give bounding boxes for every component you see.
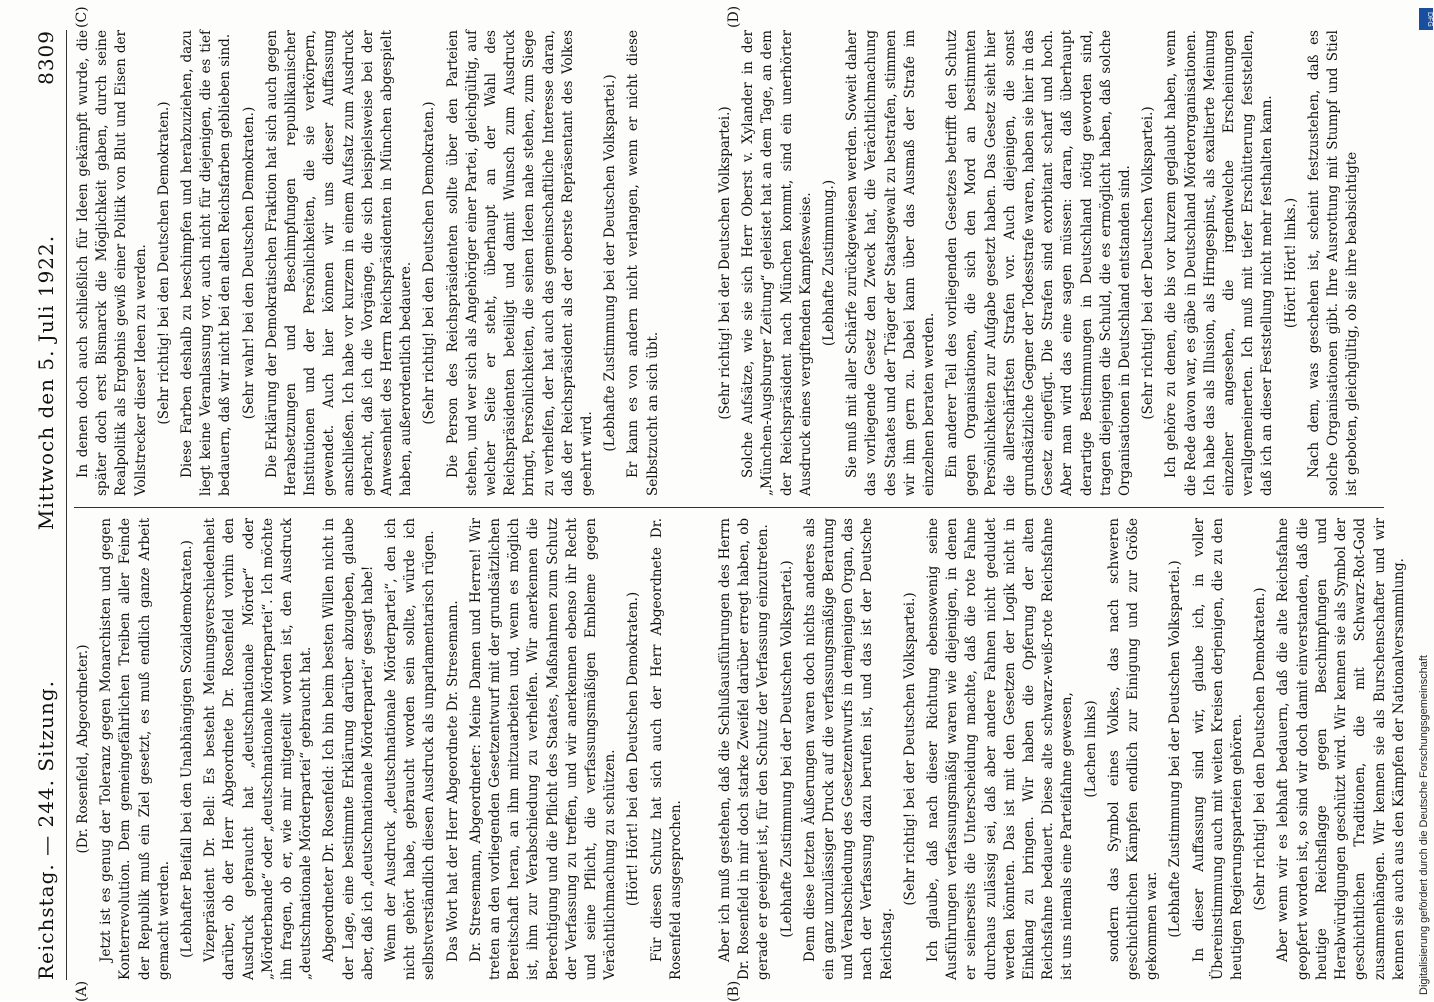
margin-mark-c: (C) xyxy=(74,6,90,28)
paragraph: Er kann es von andern nicht verlangen, wenn er nicht diese Selbstzucht an sich übt. xyxy=(625,30,661,496)
page-header xyxy=(26,30,67,980)
paragraph: Vizepräsident Dr. Bell: Es besteht Meinungsverschiedenheit darüber, ob der Herr Abgeordnete Dr. Rosenfeld vorhin den Ausdruck gebraucht hat „deutschnationale Mörder“ oder „Mörderbande“ oder „deutschnationale Mörderpartei“. Ich möchte ihn fragen, ob er, wie mir mitgeteilt worden ist, den Ausdruck „deutschnationale Mörderpartei“ gebraucht hat. xyxy=(202,518,315,980)
paragraph: Aber ich muß gestehen, daß die Schlußausführungen des Herrn Dr. Rosenfeld in mir doch starke Zweifel darüber erregt haben, ob gerade er geeignet ist, für den Schutz der Verfassung einzutreten. xyxy=(717,518,772,980)
paragraph: (Sehr richtig! bei der Deutschen Volkspartei.) xyxy=(717,106,733,420)
paragraph: Dr. Stresemann, Abgeordneter: Meine Damen und Herren! Wir treten an den vorliegenden Gesetzentwurf mit der grundsätzlichen Bereitschaft heran, an ihm mitzuarbeiten und, wenn es möglich ist, ihm zur Verabschiedung zu verhelfen. Wir anerkennen die Berechtigung und die Pflicht des Staates, Maßnahmen zum Schutz der Verfassung zu treffen, und wir anerkennen ebenso ihr Recht und seine Pflicht, die verfassungsmäßigen Embleme gegen Verächtlichmachung zu schützen. xyxy=(467,518,619,980)
paragraph: In denen doch auch schließlich für Ideen gekämpft wurde, die später doch erst Bismarck die Möglichkeit gaben, durch seine Realpolitik als Ergebnis gewiß einer Politik von Blut und Eisen der Vollstrecker dieser Ideen zu werden. xyxy=(75,30,149,496)
paragraph: Aber wenn wir es lebhaft bedauern, daß die alte Reichsfahne geopfert worden ist, so sind wir doch damit einverstanden, daß die heutige Reichsflagge gegen Beschimpfungen und Herabwürdigungen geschützt wird. Wir kennen sie als Symbol der geschichtlichen Traditionen, die mit Schwarz-Rot-Gold zusammenhängen. Wir kennen sie als Burschenschafter und wir kennen sie auch aus den Kämpfen der Nationalversammlung. xyxy=(1275,518,1407,980)
paragraph: (Lachen links) xyxy=(1082,700,1099,798)
margin-mark-a: (A) xyxy=(74,980,90,1002)
page-number: 8309 xyxy=(34,30,58,85)
paragraph: (Sehr richtig! bei den Deutschen Demokraten.) xyxy=(421,101,438,425)
paragraph: Ein anderer Teil des vorliegenden Gesetzes betrifft den Schutz gegen Organisationen, die sich den Mord an bestimmten Persönlichkeiten zur Aufgabe gesetzt haben. Das Gesetz sieht hier die allerschärfsten Strafen vor. Auch diejenigen, die sonst grundsätzliche Gegner der Todesstrafe waren, haben sie hier in das Gesetz eingefügt. Die Strafen sind exorbitant scharf und hoch. Aber man wird das eine sagen müssen: daran, daß überhaupt derartige Bestimmungen in Deutschland nötig geworden sind, tragen diejenigen die Schuld, die es ermöglicht haben, daß solche Organisationen in Deutschland entstanden sind. xyxy=(944,30,1134,496)
paragraph: In dieser Auffassung sind wir, glaube ich, in voller Übereinstimmung auch mit weiten Kreisen derjenigen, die zu den heutigen Regierungsparteien gehören. xyxy=(1190,518,1246,980)
paragraph: Ich gehöre zu denen, die bis vor kurzem geglaubt haben, wenn die Rede davon war, es gäbe in Deutschland Mörderorganisationen. Ich habe das als Illusion, als Hirngespinst, als exaltierte Meinung einzelner angesehen, die irgendwelche Erscheinungen verallgemeinerten. Ich muß mit tiefer Erschütterung feststellen, daß ich an dieser Feststellung nicht mehr festhalten kann. xyxy=(1163,30,1276,496)
rotated-document xyxy=(26,5,1407,1002)
paragraph: (Sehr richtig! bei der Deutschen Volkspartei.) xyxy=(901,592,918,906)
paragraph: Diese Farben deshalb zu beschimpfen und herabzuziehen, dazu liegt keine Veranlassung vor, auch nicht für diejenigen, die es tief bedauern, daß wir nicht bei den alten Reichsfarben geblieben sind. xyxy=(179,30,234,496)
paragraph: (Sehr richtig! bei den Deutschen Demokraten.) xyxy=(1252,587,1269,911)
paragraph: sondern das Symbol eines Volkes, das nach schweren geschichtlichen Kämpfen endlich zur Einigung und zur Größe gekommen war. xyxy=(1105,518,1161,980)
header-left: Reichstag. — 244. Sitzung. xyxy=(34,680,58,980)
paragraph: (Lebhafter Beifall bei den Unabhängigen Sozialdemokraten.) xyxy=(179,540,196,958)
margin-mark-d: (D) xyxy=(726,5,742,28)
paragraph: (Sehr wahr! bei den Deutschen Demokraten.) xyxy=(240,106,257,420)
paragraph: Denn diese letzten Äußerungen waren doch nichts anderes als ein ganz unzulässiger Druck auf die verfassungsmäßige Beratung und Verabschiedung des Gesetzentwurfs in demjenigen Organ, das nach der Verfassung dazu berufen ist, und das ist der Deutsche Reichstag. xyxy=(801,518,895,980)
paragraph: Für diesen Schutz hat sich auch der Herr Abgeordnete Dr. Rosenfeld ausgesprochen. xyxy=(648,518,684,980)
column-right-top xyxy=(74,30,714,496)
paragraph: Ich glaube, daß nach dieser Richtung ebensowenig seine Ausführungen verfassungsmäßig waren wie diejenigen, in denen er seinerseits die Unterscheidung machte, daß die rote Fahne durchaus zulässig sei, daß aber andere Fahnen nicht geduldet werden könnten. Das ist mit den Gesetzen der Logik nicht in Einklang zu bringen. Wir haben die Opferung der alten Reichsfahne bedauert. Diese alte schwarz-weiß-rote Reichsfahne ist uns niemals eine Parteifahne gewesen, xyxy=(925,518,1076,980)
paragraph: Sie muß mit aller Schärfe zurückgewiesen werden. Soweit daher das vorliegende Gesetz den Zweck hat, die Verächtlichmachung des Staates und der Träger der Staatsgewalt zu bestrafen, stimmen wir ihm gern zu. Dabei kann über das Ausmaß der Strafe im einzelnen beraten werden. xyxy=(844,30,938,496)
paragraph: Wenn der Ausdruck „deutschnationale Mörderpartei“, den ich nicht gehört habe, gebraucht worden sein sollte, würde ich selbstverständlich diesen Ausdruck als unparlamentarisch rügen. xyxy=(383,518,438,980)
paragraph: Das Wort hat der Herr Abgeordnete Dr. Stresemann. xyxy=(444,600,461,962)
paragraph: Solche Aufsätze, wie sie sich Herr Oberst v. Xylander in der „München-Augsburger Zeitung“ geleistet hat an dem Tage, an dem der Reichspräsident nach München kommt, sind ein unerhörter Ausdruck eines vergiftenden Kampfesweise. xyxy=(740,30,814,496)
header-date: Mittwoch den 5. Juli 1922. xyxy=(34,234,58,531)
column-left-bottom xyxy=(716,518,1407,980)
column-left-top xyxy=(74,518,714,980)
paragraph: (Lebhafte Zustimmung bei der Deutschen Volkspartei.) xyxy=(602,74,619,452)
column-right-bottom xyxy=(716,30,1376,496)
paragraph: (Hört! Hört! bei den Deutschen Demokraten.) xyxy=(625,591,642,907)
paragraph: Nach dem, was geschehen ist, scheint festzustehen, daß es solche Organisationen gibt. Ihre Ausrottung mit Stumpf und Stiel ist geboten, gleichgültig, ob sie ihre beabsichtigte xyxy=(1305,30,1361,496)
paragraph: Die Erklärung der Demokratischen Fraktion hat sich auch gegen Herabsetzungen und Beschimpfungen republikanischer Institutionen und der Persönlichkeiten, die sie verkörpern, gewendet. Auch hier können wir uns dieser Auffassung anschließen. Ich habe vor kurzem in einem Aufsatz zum Ausdruck gebracht, daß ich die Vorgänge, die sich beispielsweise bei der Anwesenheit des Herrn Reichspräsidenten in München abgespielt haben, außerordentlich bedauere. xyxy=(263,30,415,496)
paragraph: (Sehr richtig! bei den Deutschen Demokraten.) xyxy=(155,101,172,425)
paragraph: (Sehr richtig! bei der Deutschen Volkspartei.) xyxy=(1140,106,1157,420)
margin-mark-b: (B) xyxy=(726,980,742,1002)
digitization-note: Digitalisierung gefördert durch die Deutsche Forschungsgemeinschaft xyxy=(1418,655,1430,995)
paragraph: (Lebhafte Zustimmung.) xyxy=(821,179,838,347)
paragraph: Abgeordneter Dr. Rosenfeld: Ich bin beim besten Willen nicht in der Lage, eine bestimmte Erklärung darüber abzugeben, glaube aber, daß ich „deutschnationale Mörderpartei“ gesagt habe! xyxy=(321,518,376,980)
column-divider xyxy=(74,507,1384,508)
paragraph: (Hört! Hört! links.) xyxy=(1282,197,1299,329)
paragraph: (Lebhafte Zustimmung bei der Deutschen Volkspartei.) xyxy=(1167,560,1184,938)
paragraph: Die Person des Reichspräsidenten sollte über den Parteien stehen, und wer sich als Angehöriger einer Partei, gleichgültig, auf welcher Seite er steht, überhaupt an der Wahl des Reichspräsidenten beteiligt und damit Wunsch zum Ausdruck bringt, Persönlichkeiten, die seinen Ideen nahe stehen, zum Siege zu verhelfen, der hat auch das gemeinschaftliche Interesse daran, daß der Reichspräsident als der oberste Repräsentant des Volkes geehrt wird. xyxy=(444,30,596,496)
dfg-logo: DFG xyxy=(1419,8,1433,30)
paragraph: (Lebhafte Zustimmung bei der Deutschen Volkspartei.) xyxy=(778,560,795,938)
paragraph: (Dr. Rosenfeld, Abgeordneter.) xyxy=(75,644,91,854)
paragraph: Jetzt ist es genug der Toleranz gegen Monarchisten und gegen Konterrevolution. Dem gemeingefährlichen Treiben aller Feinde der Republik muß ein Ziel gesetzt, es muß endlich ganze Arbeit gemacht werden. xyxy=(98,518,172,980)
